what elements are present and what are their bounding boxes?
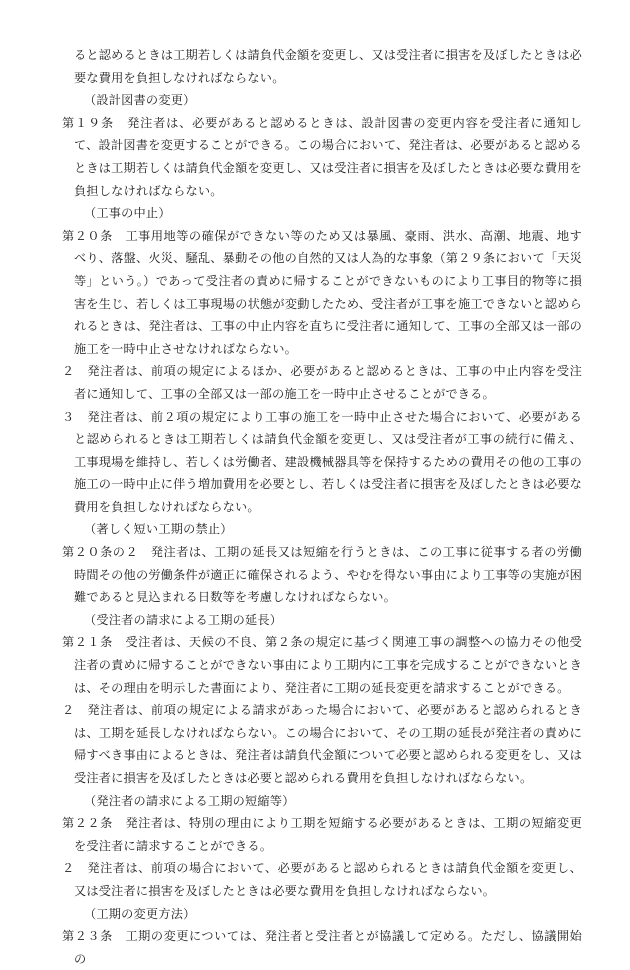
- article-heading: （発注者の請求による工期の短縮等）: [84, 793, 295, 808]
- article-20: 第２０条 工事用地等の確保ができない等のため又は暴風、豪雨、洪水、高潮、地震、地すべり、落盤、火災、騒乱、暴動その他の自然的又は人為的な事象（第２９条において「天災等」という。）であって受注者の責めに帰することができないものにより工事目的物等に損害を生じ、若しくは工事現場の状態が変動したため、受注者が工事を施工できないと認められるときは、発注者は、工事の中止内容を直ちに受注者に通知して、工事の全部又は一部の施工を一時中止させなければならない。: [62, 228, 582, 356]
- article-heading: （設計図書の変更）: [84, 93, 196, 108]
- article-heading: （工事の中止）: [84, 206, 171, 221]
- article-22: 第２２条 発注者は、特別の理由により工期を短縮する必要があるときは、工期の短縮変更を受注者に請求することができる。: [62, 816, 582, 853]
- article-heading: （受注者の請求による工期の延長）: [84, 612, 283, 627]
- article-21-clause-2: ２ 発注者は、前項の規定による請求があった場合において、必要があると認められるときは、工期を延長しなければならない。この場合において、その工期の延長が発注者の責めに帰すべき事由によるときは、発注者は請負代金額について必要と認められる変更をし、又は受注者に損害を及ぼしたときは必要と認められる費用を負担しなければならない。: [62, 703, 582, 785]
- article-20-clause-2: ２ 発注者は、前項の規定によるほか、必要があると認めるときは、工事の中止内容を受注者に通知して、工事の全部又は一部の施工を一時中止させることができる。: [62, 364, 582, 401]
- paragraph-continuation: ると認めるときは工期若しくは請負代金額を変更し、又は受注者に損害を及ぼしたときは必要な費用を負担しなければならない。: [74, 48, 582, 85]
- article-20-2: 第２０条の２ 発注者は、工期の延長又は短縮を行うときは、この工事に従事する者の労働時間その他の労働条件が適正に確保されるよう、やむを得ない事由により工事等の実施が困難であると見込まれる日数等を考慮しなければならない。: [62, 545, 582, 605]
- article-22-clause-2: ２ 発注者は、前項の場合において、必要があると認められるときは請負代金額を変更し、又は受注者に損害を及ぼしたときは必要な費用を負担しなければならない。: [62, 861, 582, 898]
- article-heading: （工期の変更方法）: [84, 906, 196, 921]
- article-19: 第１９条 発注者は、必要があると認めるときは、設計図書の変更内容を受注者に通知して、設計図書を変更することができる。この場合において、発注者は、必要があると認めるときは工期若しくは請負代金額を変更し、又は受注者に損害を及ぼしたときは必要な費用を負担しなければならない。: [62, 115, 582, 198]
- article-21: 第２１条 受注者は、天候の不良、第２条の規定に基づく関連工事の調整への協力その他受注者の責めに帰することができない事由により工期内に工事を完成することができないときは、その理由を明示した書面により、発注者に工期の延長変更を請求することができる。: [62, 635, 582, 695]
- article-20-clause-3: ３ 発注者は、前２項の規定により工事の施工を一時中止させた場合において、必要があると認められるときは工期若しくは請負代金額を変更し、又は受注者が工事の続行に備え、工事現場を維持し、若しくは労働者、建設機械器具等を保持するための費用その他の工事の施工の一時中止に伴う増加費用を必要とし、若しくは受注者に損害を及ぼしたときは必要な費用を負担しなければならない。: [62, 409, 582, 514]
- article-23: 第２３条 工期の変更については、発注者と受注者とが協議して定める。ただし、協議開始の: [62, 929, 582, 966]
- article-heading: （著しく短い工期の禁止）: [84, 522, 233, 537]
